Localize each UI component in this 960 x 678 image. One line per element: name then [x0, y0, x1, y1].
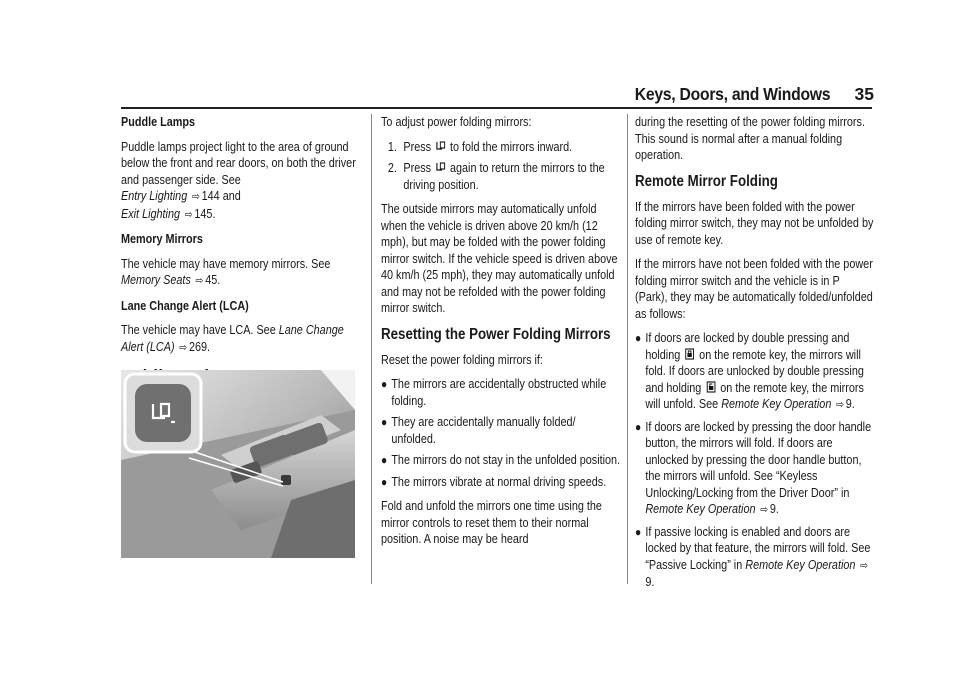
remote-key-operation-link[interactable]: Remote Key Operation	[645, 502, 756, 516]
xref-arrow-icon: ⇨	[191, 191, 200, 203]
remote-key-operation-link[interactable]: Remote Key Operation	[745, 557, 856, 572]
list-item: ● They are accidentally manually folded/ unfolded.	[381, 415, 576, 446]
memory-seats-link[interactable]: Memory Seats	[121, 273, 191, 287]
puddle-lamps-text: Puddle lamps project light to the area of ground below the front and rear doors, on both the driver and passenger side. See Entry Lighting ⇨ 144 and Exit Lighting ⇨ 145.	[121, 139, 361, 224]
step-1: 1. Press to fold the mirrors inward.	[387, 139, 573, 154]
bullet-icon: ●	[381, 415, 388, 429]
mirror-fold-icon	[436, 140, 445, 152]
column-divider	[627, 114, 628, 584]
lca-link[interactable]: Lane Change Alert (LCA)	[121, 323, 344, 354]
bullet-icon: ●	[381, 377, 388, 391]
list-item: ● If doors are locked by pressing the door handle button, the mirrors will fold. If doors are unlocked by pressing the door handle button, the mirrors will unfold. See “Keyless Unlocking/Locking from the Driver Door” in Remote Key Operation ⇨ 9.	[635, 419, 875, 519]
puddle-lamps-title: Puddle Lamps	[121, 115, 196, 129]
lca-text: The vehicle may have LCA. See Lane Change Alert (LCA) ⇨ 269.	[121, 322, 361, 356]
remote-paragraph-1: If the mirrors have been folded with the power folding mirror switch, they may not be unfolded by use of remote key.	[635, 199, 874, 247]
remote-heading: Remote Mirror Folding	[635, 172, 778, 190]
page-header	[0, 84, 960, 104]
memory-mirrors-text: The vehicle may have memory mirrors. See Memory Seats ⇨ 45.	[121, 256, 361, 290]
reset-heading: Resetting the Power Folding Mirrors	[381, 325, 611, 343]
lock-icon	[685, 348, 694, 360]
reset-intro: Reset the power folding mirrors if:	[381, 352, 543, 367]
list-item: ● The mirrors are accidentally obstructed while folding.	[381, 377, 607, 408]
door-panel-illustration	[121, 370, 355, 558]
remote-key-operation-link[interactable]: Remote Key Operation	[721, 397, 832, 411]
list-item: ● The mirrors vibrate at normal driving speeds.	[381, 474, 607, 489]
mirror-switch-photo	[121, 370, 355, 558]
reset-outro: Fold and unfold the mirrors one time using the mirror controls to reset them to their normal position. A noise may be heard	[381, 499, 602, 546]
unlock-icon	[706, 381, 715, 393]
column-divider	[371, 114, 372, 584]
column-3	[635, 114, 875, 599]
bullet-icon: ●	[381, 453, 388, 467]
xref-arrow-icon: ⇨	[179, 341, 188, 354]
exit-lighting-link[interactable]: Exit Lighting	[121, 206, 181, 221]
memory-mirrors-title: Memory Mirrors	[121, 232, 203, 246]
remote-list	[635, 330, 875, 591]
list-item: ● If passive locking is enabled and doors are locked by that feature, the mirrors will fold. See “Passive Locking” in Remote Key Operation ⇨9.	[635, 524, 871, 589]
auto-unfold-text: The outside mirrors may automatically unfold when the vehicle is driven above 20 km/h (12 mph), but may be folded with the power folding mirror switch. If the vehicle speed is driven above 40 km/h (25 mph), they may automatically unfold and may not be refolded with the power folding mirror switch.	[381, 202, 618, 315]
entry-lighting-link[interactable]: Entry Lighting	[121, 189, 188, 203]
header-title: Keys, Doors, and Windows	[634, 84, 830, 104]
lca-title: Lane Change Alert (LCA)	[121, 298, 249, 313]
mirror-fold-icon	[436, 161, 445, 173]
remote-paragraph-2: If the mirrors have not been folded with the power folding mirror switch and the vehicle is in P (Park), they may be automatically folded/unfolded as follows:	[635, 257, 873, 321]
xref-arrow-icon: ⇨	[195, 275, 204, 287]
xref-arrow-icon: ⇨	[184, 208, 193, 221]
page-number: 35	[854, 84, 874, 104]
xref-arrow-icon: ⇨	[760, 504, 769, 516]
column-1	[121, 114, 361, 406]
reset-list	[381, 376, 621, 490]
adjust-steps	[381, 139, 621, 194]
step-2: 2. Press again to return the mirrors to the driving position.	[387, 161, 605, 192]
bullet-icon: ●	[635, 331, 642, 345]
column-2	[381, 114, 621, 556]
list-item: ● If doors are locked by double pressing and holding on the remote key, the mirrors will fold. If doors are unlocked by double pressing and holding on the remote key, the mirrors will unfold. See Remote Key Operation ⇨ 9.	[635, 330, 875, 414]
continued-text: during the resetting of the power folding mirrors. This sound is normal after a manual folding operation.	[635, 115, 865, 162]
list-item: ● The mirrors do not stay in the unfolded position.	[381, 453, 621, 467]
header-rule	[121, 107, 872, 109]
bullet-icon: ●	[635, 419, 642, 434]
adjust-intro: To adjust power folding mirrors:	[381, 115, 532, 129]
xref-arrow-icon: ⇨	[860, 559, 869, 572]
bullet-icon: ●	[635, 524, 642, 539]
xref-arrow-icon: ⇨	[836, 399, 845, 411]
bullet-icon: ●	[381, 474, 388, 489]
